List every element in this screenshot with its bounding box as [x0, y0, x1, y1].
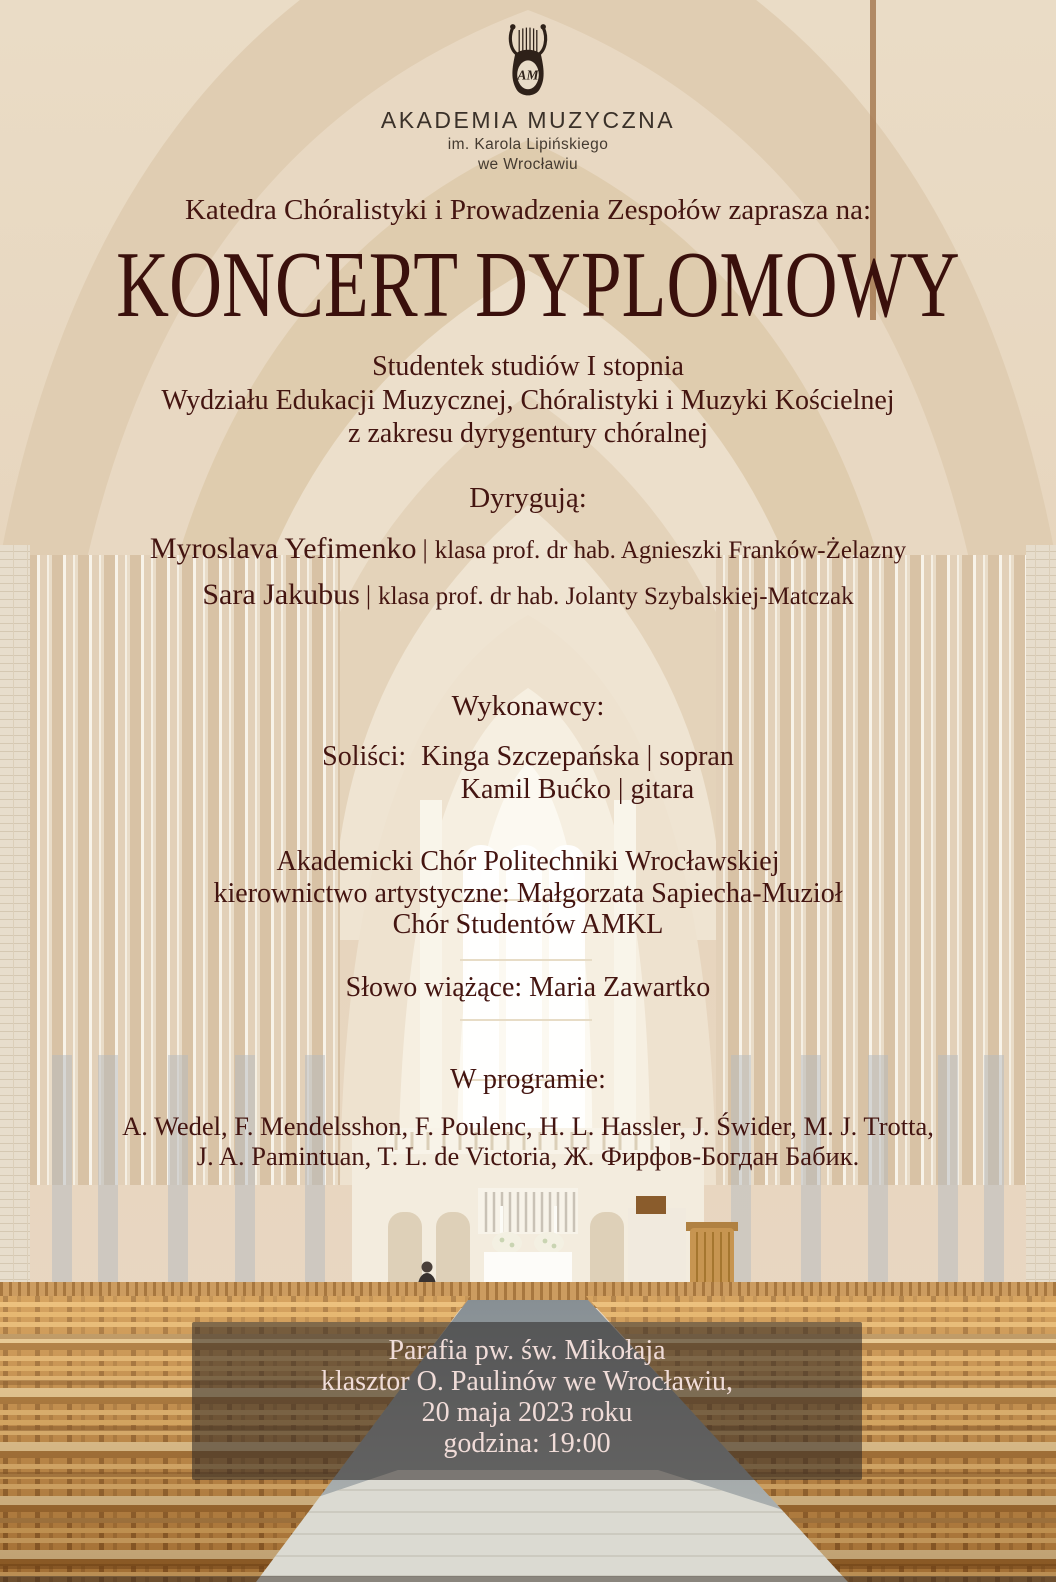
soloist-line: Kamil Bućko | gitara: [460, 774, 695, 805]
subtitle-line: Studentek studiów I stopnia: [372, 351, 684, 382]
ensemble-line: Chór Studentów AMKL: [392, 909, 664, 940]
subtitle-line: z zakresu dyrygentury chóralnej: [348, 418, 708, 449]
narration-line: Słowo wiążące: Maria Zawartko: [345, 972, 711, 1003]
logo-city-line: we Wrocławiu: [477, 156, 579, 173]
performers-heading: Wykonawcy:: [451, 690, 605, 722]
program-line: A. Wedel, F. Mendelsshon, F. Poulenc, H. L. Hassler, J. Świder, M. J. Trotta,: [122, 1111, 934, 1141]
soloist-line: Kinga Szczepańska | sopran: [421, 741, 734, 772]
soloists-label: Soliści:: [322, 741, 407, 772]
venue-line: godzina: 19:00: [443, 1428, 611, 1459]
venue-line: 20 maja 2023 roku: [421, 1397, 633, 1428]
bottom-edge-shadow: [0, 1576, 1056, 1582]
logo-patron-line: im. Karola Lipińskiego: [447, 136, 609, 153]
conductor-row: [0, 532, 1056, 566]
soloists-block: [0, 740, 1056, 806]
logo-institution-name: AKADEMIA MUZYCZNA: [380, 107, 676, 133]
poster-title: KONCERT DYPLOMOWY: [116, 233, 960, 337]
program-heading: W programie:: [450, 1064, 606, 1095]
ensemble-line: Akademicki Chór Politechniki Wrocławskiej: [276, 846, 780, 877]
subtitle-line: Wydziału Edukacji Muzycznej, Chóralistyki i Muzyki Kościelnej: [161, 384, 895, 416]
conductor-name: Sara Jakubus: [202, 578, 360, 611]
venue-line: Parafia pw. św. Mikołaja: [388, 1335, 666, 1366]
venue-line: klasztor O. Paulinów we Wrocławiu,: [320, 1366, 734, 1397]
ensemble-line: kierownictwo artystyczne: Małgorzata Sapiecha-Muzioł: [213, 877, 843, 909]
logo-monogram: AM: [517, 67, 539, 83]
academy-logo: [0, 22, 1056, 107]
subtitle-block: [0, 350, 1056, 451]
conductor-row: [0, 578, 1056, 612]
ensembles-block: [0, 846, 1056, 941]
conductor-class: klasa prof. dr hab. Jolanty Szybalskiej-Matczak: [378, 583, 854, 610]
conductor-class: klasa prof. dr hab. Agnieszki Franków-Żelazny: [434, 537, 907, 564]
conductor-name: Myroslava Yefimenko: [149, 532, 417, 565]
conductors-heading: Dyrygują:: [469, 482, 587, 514]
program-line: J. A. Pamintuan, T. L. de Victoria, Ж. Фирфов-Богдан Бабик.: [196, 1140, 860, 1171]
separator: |: [422, 535, 428, 564]
program-block: [0, 1112, 1056, 1171]
venue-block: [192, 1322, 862, 1480]
invitation-line: Katedra Chóralistyki i Prowadzenia Zespołów zaprasza na:: [184, 194, 872, 226]
venue-overlay-panel: [192, 1322, 862, 1480]
separator: |: [365, 581, 372, 610]
lyre-icon: [503, 22, 553, 102]
